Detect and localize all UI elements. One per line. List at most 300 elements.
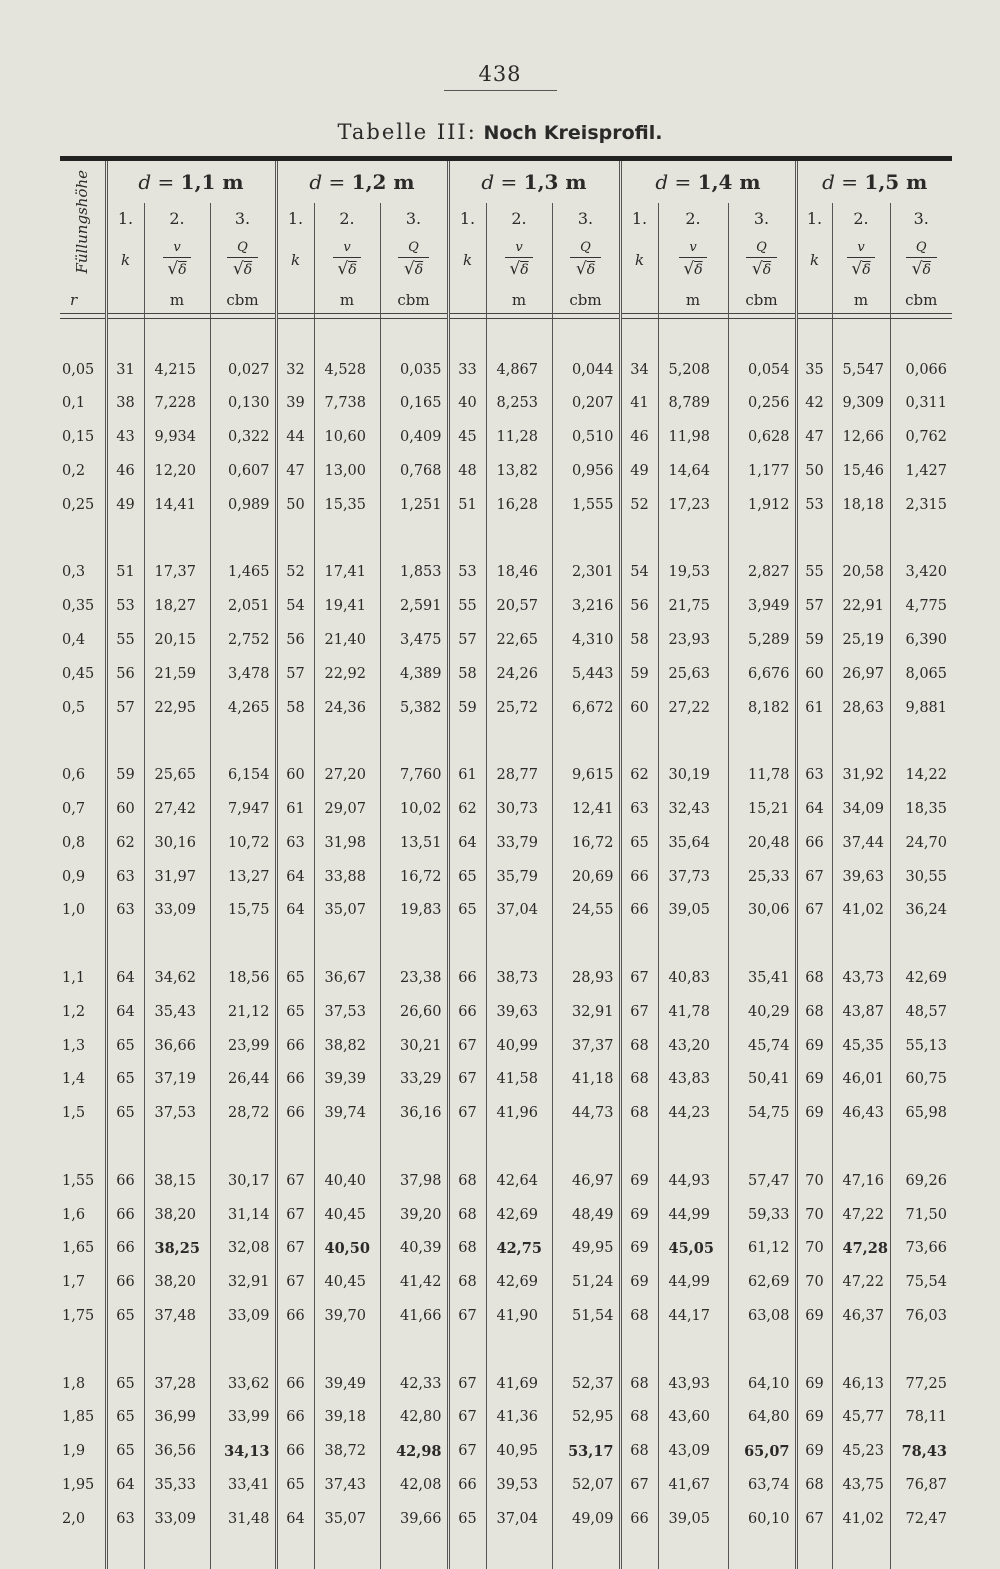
fill-height-cell: 0,2: [60, 454, 106, 488]
fill-height-cell: 0,5: [60, 691, 106, 725]
discharge-cell: 1,555: [552, 488, 620, 522]
discharge-cell: 6,672: [552, 691, 620, 725]
velocity-cell: 22,91: [832, 589, 890, 623]
discharge-cell: 3,420: [890, 556, 952, 590]
k-cell: 62: [448, 792, 486, 826]
discharge-cell: 5,289: [728, 623, 796, 657]
q-symbol: [552, 233, 620, 287]
velocity-cell: 14,64: [658, 454, 728, 488]
velocity-cell: 38,25: [144, 1232, 210, 1266]
column-number: 1.: [276, 203, 314, 233]
discharge-cell: 18,56: [210, 961, 276, 995]
fraction-numerator: Q: [746, 239, 777, 258]
discharge-cell: 71,50: [890, 1198, 952, 1232]
velocity-cell: 39,70: [314, 1299, 380, 1333]
discharge-cell: 19,83: [380, 894, 448, 928]
k-cell: 67: [620, 995, 658, 1029]
velocity-cell: 13,82: [486, 454, 552, 488]
discharge-cell: 14,22: [890, 758, 952, 792]
v-unit: m: [658, 287, 728, 314]
table-row: [60, 657, 952, 691]
velocity-cell: 38,73: [486, 961, 552, 995]
velocity-cell: 37,53: [144, 1096, 210, 1130]
k-cell: 65: [106, 1434, 144, 1468]
k-cell: 68: [620, 1299, 658, 1333]
discharge-cell: 4,775: [890, 589, 952, 623]
delta-symbol: δ: [587, 262, 595, 278]
fraction: [906, 239, 937, 281]
velocity-cell: 31,92: [832, 758, 890, 792]
discharge-cell: 78,11: [890, 1401, 952, 1435]
table-row: [60, 894, 952, 928]
diameter-symbol: d =: [822, 170, 864, 194]
discharge-cell: 46,97: [552, 1164, 620, 1198]
discharge-cell: 41,66: [380, 1299, 448, 1333]
column-number: 2.: [144, 203, 210, 233]
fill-height-cell: 0,4: [60, 623, 106, 657]
discharge-cell: 36,16: [380, 1096, 448, 1130]
discharge-cell: 28,93: [552, 961, 620, 995]
discharge-cell: 0,322: [210, 420, 276, 454]
discharge-cell: 0,628: [728, 420, 796, 454]
velocity-cell: 38,20: [144, 1198, 210, 1232]
discharge-cell: 20,48: [728, 826, 796, 860]
k-cell: 69: [796, 1434, 832, 1468]
k-cell: 59: [106, 758, 144, 792]
velocity-cell: 19,53: [658, 556, 728, 590]
k-cell: 55: [448, 589, 486, 623]
table-row: [60, 1198, 952, 1232]
k-cell: 53: [448, 556, 486, 590]
discharge-cell: 42,98: [380, 1434, 448, 1468]
column-number: 3.: [728, 203, 796, 233]
k-cell: 62: [106, 826, 144, 860]
k-cell: 60: [276, 758, 314, 792]
velocity-cell: 39,63: [832, 860, 890, 894]
k-cell: 63: [276, 826, 314, 860]
discharge-cell: 16,72: [380, 860, 448, 894]
velocity-cell: 22,65: [486, 623, 552, 657]
discharge-cell: 0,409: [380, 420, 448, 454]
velocity-cell: 47,22: [832, 1198, 890, 1232]
velocity-cell: 14,41: [144, 488, 210, 522]
k-cell: 63: [796, 758, 832, 792]
velocity-cell: 43,73: [832, 961, 890, 995]
fill-height-cell: 1,7: [60, 1265, 106, 1299]
fraction: [163, 239, 190, 281]
velocity-cell: 40,45: [314, 1265, 380, 1299]
velocity-cell: 12,66: [832, 420, 890, 454]
discharge-cell: 15,75: [210, 894, 276, 928]
k-cell: 65: [106, 1063, 144, 1097]
diameter-symbol: d =: [309, 170, 351, 194]
discharge-cell: 7,947: [210, 792, 276, 826]
k-cell: 48: [448, 454, 486, 488]
k-unit: [106, 287, 144, 314]
discharge-cell: 6,390: [890, 623, 952, 657]
velocity-cell: 40,83: [658, 961, 728, 995]
k-cell: 61: [448, 758, 486, 792]
discharge-cell: 31,14: [210, 1198, 276, 1232]
k-cell: 70: [796, 1232, 832, 1266]
k-symbol: k: [796, 233, 832, 287]
fill-height-cell: 1,6: [60, 1198, 106, 1232]
q-unit: cbm: [552, 287, 620, 314]
discharge-cell: 6,154: [210, 758, 276, 792]
k-cell: 63: [620, 792, 658, 826]
velocity-cell: 34,62: [144, 961, 210, 995]
velocity-cell: 35,07: [314, 1502, 380, 1536]
discharge-cell: 4,265: [210, 691, 276, 725]
k-cell: 66: [620, 1502, 658, 1536]
k-cell: 64: [276, 860, 314, 894]
k-cell: 66: [448, 995, 486, 1029]
velocity-cell: 20,58: [832, 556, 890, 590]
velocity-cell: 39,39: [314, 1063, 380, 1097]
discharge-cell: 57,47: [728, 1164, 796, 1198]
discharge-cell: 37,37: [552, 1029, 620, 1063]
k-cell: 69: [796, 1096, 832, 1130]
discharge-cell: 0,130: [210, 387, 276, 421]
k-cell: 66: [276, 1029, 314, 1063]
k-cell: 68: [620, 1434, 658, 1468]
table-row: [60, 589, 952, 623]
velocity-cell: 22,95: [144, 691, 210, 725]
table-row: [60, 1265, 952, 1299]
velocity-cell: 10,60: [314, 420, 380, 454]
k-cell: 38: [106, 387, 144, 421]
velocity-cell: 33,09: [144, 894, 210, 928]
k-cell: 62: [620, 758, 658, 792]
fill-height-cell: 0,9: [60, 860, 106, 894]
root-sign: √: [509, 259, 520, 279]
fraction: [227, 239, 258, 281]
velocity-cell: 25,65: [144, 758, 210, 792]
group-header-row: [60, 161, 952, 203]
discharge-cell: 11,78: [728, 758, 796, 792]
fill-height-cell: 0,3: [60, 556, 106, 590]
discharge-cell: 6,676: [728, 657, 796, 691]
fraction-numerator: Q: [906, 239, 937, 258]
delta-symbol: δ: [415, 262, 423, 278]
discharge-cell: 39,66: [380, 1502, 448, 1536]
table-row: [60, 1468, 952, 1502]
diameter-group-2: [276, 161, 448, 203]
fraction: [333, 239, 360, 281]
discharge-cell: 26,60: [380, 995, 448, 1029]
k-cell: 66: [276, 1096, 314, 1130]
k-cell: 51: [448, 488, 486, 522]
k-cell: 68: [796, 1468, 832, 1502]
root-sign: √: [752, 259, 763, 279]
k-cell: 58: [448, 657, 486, 691]
table-row: [60, 1063, 952, 1097]
table-row: [60, 556, 952, 590]
velocity-cell: 39,18: [314, 1401, 380, 1435]
k-cell: 65: [106, 1096, 144, 1130]
fill-height-cell: 0,35: [60, 589, 106, 623]
block-gap: [60, 522, 952, 556]
fill-height-cell: 1,95: [60, 1468, 106, 1502]
velocity-cell: 43,87: [832, 995, 890, 1029]
k-cell: 60: [620, 691, 658, 725]
discharge-cell: 2,752: [210, 623, 276, 657]
k-cell: 54: [620, 556, 658, 590]
table-title-main: Noch Kreisprofil.: [483, 122, 662, 144]
discharge-cell: 23,99: [210, 1029, 276, 1063]
fraction-numerator: v: [163, 239, 190, 258]
velocity-cell: 13,00: [314, 454, 380, 488]
fraction-denominator: [570, 258, 601, 281]
velocity-cell: 18,18: [832, 488, 890, 522]
velocity-cell: 43,93: [658, 1367, 728, 1401]
discharge-cell: 26,44: [210, 1063, 276, 1097]
column-number-row: [60, 203, 952, 233]
k-cell: 59: [448, 691, 486, 725]
k-symbol: k: [276, 233, 314, 287]
velocity-cell: 28,63: [832, 691, 890, 725]
discharge-cell: 51,54: [552, 1299, 620, 1333]
velocity-cell: 38,72: [314, 1434, 380, 1468]
k-cell: 32: [276, 353, 314, 387]
k-cell: 68: [620, 1029, 658, 1063]
velocity-cell: 43,09: [658, 1434, 728, 1468]
root-sign: √: [851, 259, 862, 279]
velocity-cell: 45,23: [832, 1434, 890, 1468]
discharge-cell: 3,949: [728, 589, 796, 623]
k-cell: 67: [448, 1367, 486, 1401]
k-cell: 68: [620, 1096, 658, 1130]
velocity-cell: 15,46: [832, 454, 890, 488]
discharge-cell: 0,256: [728, 387, 796, 421]
velocity-cell: 9,934: [144, 420, 210, 454]
fill-height-cell: 1,8: [60, 1367, 106, 1401]
discharge-cell: 53,17: [552, 1434, 620, 1468]
discharge-cell: 65,98: [890, 1096, 952, 1130]
velocity-cell: 16,28: [486, 488, 552, 522]
discharge-cell: 0,311: [890, 387, 952, 421]
discharge-cell: 55,13: [890, 1029, 952, 1063]
discharge-cell: 32,08: [210, 1232, 276, 1266]
k-cell: 69: [620, 1265, 658, 1299]
v-symbol: [314, 233, 380, 287]
table-row: [60, 1401, 952, 1435]
velocity-cell: 37,53: [314, 995, 380, 1029]
k-cell: 52: [620, 488, 658, 522]
k-cell: 31: [106, 353, 144, 387]
diameter-symbol: d =: [481, 170, 523, 194]
k-cell: 59: [796, 623, 832, 657]
velocity-cell: 41,02: [832, 1502, 890, 1536]
k-cell: 54: [276, 589, 314, 623]
k-cell: 65: [106, 1367, 144, 1401]
discharge-cell: 3,478: [210, 657, 276, 691]
delta-symbol: δ: [520, 262, 528, 278]
diameter-group-5: [796, 161, 952, 203]
fraction-denominator: [398, 258, 429, 281]
discharge-cell: 69,26: [890, 1164, 952, 1198]
discharge-cell: 49,09: [552, 1502, 620, 1536]
v-symbol: [486, 233, 552, 287]
velocity-cell: 24,26: [486, 657, 552, 691]
k-cell: 67: [448, 1434, 486, 1468]
discharge-cell: 1,912: [728, 488, 796, 522]
discharge-cell: 0,956: [552, 454, 620, 488]
discharge-cell: 0,165: [380, 387, 448, 421]
k-cell: 63: [106, 860, 144, 894]
velocity-cell: 37,04: [486, 894, 552, 928]
column-number: 1.: [620, 203, 658, 233]
k-cell: 67: [276, 1198, 314, 1232]
discharge-cell: 44,73: [552, 1096, 620, 1130]
k-cell: 61: [276, 792, 314, 826]
fraction-numerator: Q: [227, 239, 258, 258]
k-cell: 64: [276, 1502, 314, 1536]
k-cell: 68: [448, 1164, 486, 1198]
table-row: [60, 1299, 952, 1333]
delta-symbol: δ: [178, 262, 186, 278]
discharge-cell: 52,37: [552, 1367, 620, 1401]
diameter-symbol: d =: [138, 170, 180, 194]
discharge-cell: 59,33: [728, 1198, 796, 1232]
k-cell: 60: [106, 792, 144, 826]
discharge-cell: 2,591: [380, 589, 448, 623]
k-cell: 69: [796, 1401, 832, 1435]
table-row: [60, 1096, 952, 1130]
k-cell: 68: [448, 1198, 486, 1232]
k-cell: 57: [106, 691, 144, 725]
k-cell: 53: [796, 488, 832, 522]
k-cell: 68: [796, 995, 832, 1029]
k-cell: 56: [276, 623, 314, 657]
k-cell: 64: [276, 894, 314, 928]
k-cell: 66: [276, 1401, 314, 1435]
velocity-cell: 20,15: [144, 623, 210, 657]
table-row: [60, 488, 952, 522]
diameter-value: 1,4 m: [698, 170, 761, 194]
discharge-cell: 15,21: [728, 792, 796, 826]
fill-height-cell: 1,55: [60, 1164, 106, 1198]
diameter-group-4: [620, 161, 796, 203]
velocity-cell: 45,35: [832, 1029, 890, 1063]
discharge-cell: 77,25: [890, 1367, 952, 1401]
discharge-cell: 49,95: [552, 1232, 620, 1266]
velocity-cell: 37,28: [144, 1367, 210, 1401]
velocity-cell: 24,36: [314, 691, 380, 725]
fraction-numerator: v: [333, 239, 360, 258]
fraction: [570, 239, 601, 281]
diameter-symbol: d =: [655, 170, 697, 194]
column-number: 1.: [448, 203, 486, 233]
table-row: [60, 792, 952, 826]
column-number: 2.: [486, 203, 552, 233]
velocity-cell: 25,63: [658, 657, 728, 691]
discharge-cell: 0,510: [552, 420, 620, 454]
discharge-cell: 16,72: [552, 826, 620, 860]
velocity-cell: 18,46: [486, 556, 552, 590]
diameter-value: 1,5 m: [864, 170, 927, 194]
fraction-denominator: [679, 258, 706, 281]
k-cell: 65: [106, 1029, 144, 1063]
discharge-cell: 13,27: [210, 860, 276, 894]
discharge-cell: 37,98: [380, 1164, 448, 1198]
discharge-cell: 30,06: [728, 894, 796, 928]
k-cell: 55: [106, 623, 144, 657]
discharge-cell: 21,12: [210, 995, 276, 1029]
k-cell: 64: [106, 961, 144, 995]
k-cell: 66: [448, 1468, 486, 1502]
fraction-denominator: [163, 258, 190, 281]
velocity-cell: 37,04: [486, 1502, 552, 1536]
k-cell: 67: [448, 1096, 486, 1130]
velocity-cell: 21,40: [314, 623, 380, 657]
discharge-cell: 24,55: [552, 894, 620, 928]
discharge-cell: 10,72: [210, 826, 276, 860]
delta-symbol: δ: [694, 262, 702, 278]
discharge-cell: 9,615: [552, 758, 620, 792]
discharge-cell: 9,881: [890, 691, 952, 725]
discharge-cell: 0,768: [380, 454, 448, 488]
k-cell: 68: [448, 1232, 486, 1266]
discharge-cell: 0,989: [210, 488, 276, 522]
velocity-cell: 44,17: [658, 1299, 728, 1333]
velocity-cell: 46,13: [832, 1367, 890, 1401]
velocity-cell: 27,20: [314, 758, 380, 792]
k-symbol: k: [106, 233, 144, 287]
k-cell: 66: [796, 826, 832, 860]
velocity-cell: 21,59: [144, 657, 210, 691]
discharge-cell: 4,389: [380, 657, 448, 691]
v-symbol: [832, 233, 890, 287]
k-cell: 64: [106, 995, 144, 1029]
delta-symbol: δ: [244, 262, 252, 278]
diameter-value: 1,3 m: [524, 170, 587, 194]
fill-height-cell: 2,0: [60, 1502, 106, 1536]
velocity-cell: 42,69: [486, 1198, 552, 1232]
discharge-cell: 5,443: [552, 657, 620, 691]
discharge-cell: 1,853: [380, 556, 448, 590]
discharge-cell: 75,54: [890, 1265, 952, 1299]
discharge-cell: 36,24: [890, 894, 952, 928]
table-header: [60, 156, 952, 319]
k-cell: 46: [620, 420, 658, 454]
fraction: [679, 239, 706, 281]
v-symbol: [144, 233, 210, 287]
table-row: [60, 1502, 952, 1536]
velocity-cell: 39,49: [314, 1367, 380, 1401]
k-cell: 51: [106, 556, 144, 590]
k-cell: 66: [106, 1265, 144, 1299]
discharge-cell: 30,17: [210, 1164, 276, 1198]
velocity-cell: 37,48: [144, 1299, 210, 1333]
k-cell: 67: [620, 961, 658, 995]
discharge-cell: 42,69: [890, 961, 952, 995]
q-unit: cbm: [890, 287, 952, 314]
k-cell: 66: [106, 1232, 144, 1266]
k-cell: 68: [620, 1401, 658, 1435]
velocity-cell: 29,07: [314, 792, 380, 826]
unit-row: [60, 287, 952, 314]
table-row: [60, 387, 952, 421]
diameter-value: 1,2 m: [352, 170, 415, 194]
k-cell: 47: [796, 420, 832, 454]
k-cell: 57: [448, 623, 486, 657]
velocity-cell: 40,50: [314, 1232, 380, 1266]
k-cell: 65: [276, 961, 314, 995]
velocity-cell: 19,41: [314, 589, 380, 623]
table-row: [60, 691, 952, 725]
discharge-cell: 40,39: [380, 1232, 448, 1266]
